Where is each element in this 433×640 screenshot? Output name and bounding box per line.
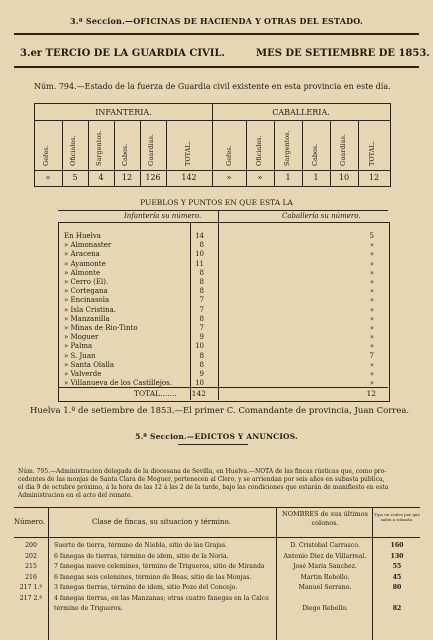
cab-value: 12: [368, 173, 380, 182]
pueblo-inf: 10: [195, 250, 204, 259]
pueblo-cab: »: [369, 241, 374, 250]
table-row: [14, 563, 420, 574]
pueblo-name: » Almonaster: [64, 241, 112, 250]
pueblo-cab: »: [369, 379, 374, 388]
cab-header: Cabos.: [311, 143, 319, 166]
cell-colono: Antonio Diez de Villarreal.: [283, 552, 367, 560]
total-inf: 142: [191, 389, 206, 398]
cab-value: 1: [285, 173, 291, 182]
pueblo-inf: 8: [199, 351, 204, 360]
pueblo-name: » Isla Cristina.: [64, 305, 116, 314]
inf-value: 5: [72, 173, 78, 182]
cell-clase: término de Trigueros.: [54, 605, 123, 612]
inf-header: Cabos.: [121, 143, 129, 166]
cell-clase: 6 fanegas de tierras, término de idem, sitio de la Noria.: [54, 552, 229, 560]
cell-colono: Martin Rebollo.: [300, 573, 350, 581]
pueblo-inf: 8: [199, 287, 204, 296]
cell-clase: Suerte de tierra, término de Niebla, sitio de las Grajas.: [54, 542, 228, 549]
inf-value: 126: [145, 173, 161, 182]
cab-value: »: [257, 173, 263, 182]
inf-header: Oficiales.: [69, 135, 77, 166]
cell-precio: 82: [392, 605, 402, 612]
infanteria-sub: Infantería su número.: [124, 212, 202, 220]
pueblo-name: » Almonte: [64, 268, 101, 277]
pueblos-list: [64, 232, 188, 388]
pueblo-inf: 14: [195, 232, 204, 240]
signature: Huelva 1.º de setiembre de 1853.—El primer C. Comandante de provincia, Juan Correa.: [30, 406, 410, 416]
inf-value: 4: [98, 173, 104, 182]
pueblo-name: » S. Juan: [64, 351, 96, 360]
pueblo-cab: »: [369, 370, 374, 379]
pueblo-name: » Aracena: [64, 250, 100, 259]
pueblos-title: PUEBLOS Y PUNTOS EN QUE ESTA LA: [140, 198, 293, 207]
pueblo-name: En Huelva: [64, 232, 101, 240]
pueblo-cab: »: [369, 305, 374, 314]
col-clase: Clase de fincas, su situacion y término.: [92, 518, 231, 526]
pueblo-cab: »: [369, 324, 374, 333]
pueblo-cab: »: [369, 278, 374, 287]
inf-header: TOTAL.: [184, 141, 192, 166]
rule: [14, 33, 419, 35]
cell-precio: 45: [392, 573, 402, 581]
pueblo-inf: 8: [199, 241, 204, 250]
num795-line: Núm. 795.—Administracion delegada de la diocesana de Sevilla, en Huelva.—NOTA de las fincas rústicas que, como pro-: [18, 468, 387, 475]
cell-num: 217 2.º: [19, 594, 43, 602]
rule: [14, 507, 420, 508]
cab-header: Guardias.: [339, 134, 347, 166]
pueblo-inf: 8: [199, 314, 204, 323]
pueblo-cab: »: [369, 250, 374, 259]
inf-header: Gefes.: [42, 145, 50, 166]
divider: [218, 210, 219, 400]
pueblo-inf: 8: [199, 268, 204, 277]
pueblo-name: » Ayamonte: [64, 259, 106, 268]
pueblo-inf: 9: [199, 333, 204, 342]
cell-colono: José María Sanchez.: [293, 563, 357, 570]
num795-line: Administracion en el acto del remate.: [18, 492, 133, 499]
pueblo-cab: »: [369, 268, 374, 277]
caballeria-sub: Caballería su número.: [282, 212, 361, 220]
pueblo-inf: 10: [195, 379, 204, 388]
cell-clase: 4 fanegas tierras, en las Manzanas; otras cuatro fanegas en la Calce: [54, 594, 269, 602]
pueblo-cab: 7: [369, 351, 374, 360]
cell-num: 215: [25, 563, 37, 570]
pueblo-inf: 11: [195, 259, 204, 268]
pueblo-name: » Santa Olalla: [64, 360, 114, 369]
pueblo-cab: »: [369, 333, 374, 342]
inf-value: 142: [181, 173, 197, 182]
pueblo-inf: 10: [195, 342, 204, 351]
table-row: [14, 542, 420, 553]
rule: [58, 387, 388, 388]
cab-header: Sargentos.: [283, 130, 291, 166]
pueblo-name: » Valverde: [64, 370, 102, 379]
pueblo-inf: 9: [199, 370, 204, 379]
cell-num: 217 1.º: [19, 584, 43, 591]
tercio-title: 3.er TERCIO DE LA GUARDIA CIVIL.: [20, 48, 225, 59]
pueblo-cab: »: [369, 296, 374, 305]
pueblo-cab: »: [369, 360, 374, 369]
cab-value: »: [226, 173, 232, 182]
inf-header: Sargentos.: [95, 130, 103, 166]
cab-header: TOTAL.: [368, 141, 376, 166]
pueblos-cab-list: [360, 232, 374, 388]
section-header: 3.ª Seccion.—OFICINAS DE HACIENDA Y OTRAS DEL ESTADO.: [70, 16, 363, 26]
pueblo-name: » Cortegana: [64, 287, 108, 296]
cell-num: 202: [25, 552, 37, 560]
pueblo-inf: 8: [199, 360, 204, 369]
table-row: [14, 553, 420, 564]
pueblo-name: » Palma: [64, 342, 93, 351]
pueblos-inf-list: [190, 232, 204, 388]
pueblo-name: » Manzanilla: [64, 314, 110, 323]
pueblo-cab: »: [369, 287, 374, 296]
pueblo-cab: »: [369, 342, 374, 351]
pueblo-inf: 8: [199, 278, 204, 287]
pueblo-name: » Minas de Rio-Tinto: [64, 324, 138, 333]
cell-colono: Manuel Serrano.: [298, 584, 352, 591]
col-numero: Número.: [14, 518, 46, 526]
caballeria-label: CABALLERIA.: [272, 108, 330, 117]
total-label: TOTAL.......: [134, 389, 177, 398]
num795-text: [18, 468, 388, 500]
fincas-rows: [14, 542, 420, 616]
infanteria-label: INFANTERIA.: [95, 108, 152, 117]
cab-header: Gefes.: [225, 145, 233, 166]
cell-precio: 160: [390, 542, 404, 549]
rule: [58, 210, 388, 211]
cab-value: 1: [313, 173, 319, 182]
cell-num: 200: [25, 542, 37, 549]
cell-precio: 80: [392, 584, 402, 591]
cell-num: 216: [25, 573, 37, 581]
pueblo-cab: 5: [369, 232, 374, 240]
col-precio: Tipo en reales por que salen a subasta.: [374, 512, 420, 522]
table-row: [14, 584, 420, 595]
pueblo-inf: 7: [199, 305, 204, 314]
rule: [14, 66, 419, 68]
pueblo-cab: »: [369, 314, 374, 323]
pueblo-name: » Cerro (El).: [64, 278, 109, 287]
cell-colono: D. Cristobal Carrasco.: [290, 542, 360, 549]
rule: [14, 537, 420, 538]
pueblo-name: » Villanueva de los Castillejos.: [64, 379, 172, 388]
total-cab: 12: [366, 389, 376, 398]
month-title: MES DE SETIEMBRE DE 1853.: [256, 48, 430, 59]
pueblo-name: » Encinasola: [64, 296, 110, 305]
cab-header: Oficiales.: [255, 135, 263, 166]
cell-clase: 3 fanegas tierras, término de idem, sitio Pozo del Concejo.: [54, 584, 238, 591]
inf-value: »: [45, 173, 51, 182]
cell-colono: Diego Rebollo.: [302, 605, 348, 612]
num795-line: cedentes de las monjas de Santa Clara de Moguer, pertenecen al Clero, y se arriendan por seis años en subasta pública,: [18, 476, 385, 483]
pueblo-name: » Moguer: [64, 333, 99, 342]
col-nombres: NOMBRES de sus últimos colonos.: [282, 510, 368, 527]
cell-clase: 7 fanegas nueve celemines, término de Trigueros, sitio de Miranda: [54, 563, 265, 570]
inf-header: Guardias.: [147, 134, 155, 166]
pueblo-inf: 7: [199, 324, 204, 333]
inf-value: 12: [121, 173, 133, 182]
pueblo-inf: 7: [199, 296, 204, 305]
table-row: [14, 595, 420, 606]
rule: [178, 444, 248, 445]
cell-clase: 6 fanegas seis celemines, término de Beas, sitio de las Monjas.: [54, 573, 252, 581]
cell-precio: 130: [390, 552, 404, 560]
num794-title: Núm. 794.—Estado de la fuerza de Guardia civil existente en esta provincia en este día.: [34, 82, 391, 91]
num795-line: el dia 9 de octubre próximo, á la hora de las 12 á las 2 de la tarde, bajo las condiciones que estarán de manifiesto en esta: [18, 484, 389, 491]
table-row: [14, 605, 420, 616]
cab-value: 10: [338, 173, 350, 182]
cell-precio: 55: [392, 563, 402, 570]
pueblo-cab: »: [369, 259, 374, 268]
section5-header: 5.ª Seccion.—EDICTOS Y ANUNCIOS.: [135, 432, 298, 441]
table-row: [14, 574, 420, 585]
